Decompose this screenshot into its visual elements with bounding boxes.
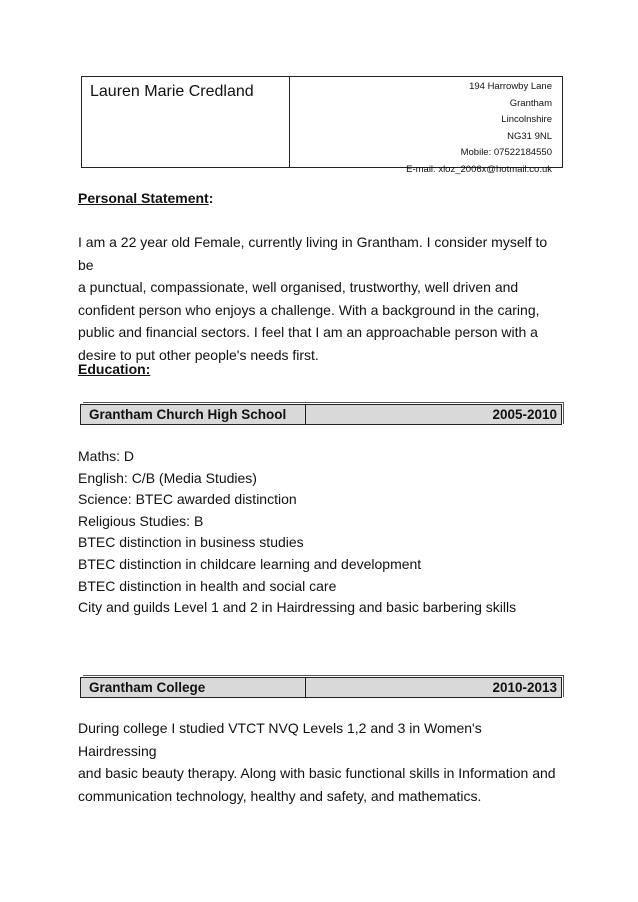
qualification-item: City and guilds Level 1 and 2 in Hairdressing and basic barbering skills [78,599,517,616]
personal-statement-heading: Personal Statement [78,190,209,206]
address-line: Grantham [509,97,552,109]
school-years: 2005-2010 [492,407,557,422]
personal-statement-heading-row [78,190,213,206]
statement-line: I am a 22 year old Female, currently living in Grantham. I consider myself to be [78,234,548,273]
statement-line: a punctual, compassionate, well organised, trustworthy, well driven and [78,279,519,295]
qualification-item: BTEC distinction in childcare learning and development [78,555,422,572]
qualification-item: Maths: D [78,448,135,464]
college-name: Grantham College [81,678,306,697]
description-line: During college I studied VTCT NVQ Levels 1,2 and 3 in Women's Hairdressing [78,720,482,759]
address-line: NG31 9NL [507,130,552,142]
name-cell [82,77,290,167]
contact-cell [290,77,562,175]
description-line: and basic beauty therapy. Along with basic functional skills in Information and [78,765,556,781]
email-line: E-mail: xloz_2006x@hotmail.co.uk [406,163,552,175]
qualification-item: English: C/B (Media Studies) [78,469,257,486]
college-years: 2010-2013 [492,680,557,695]
personal-statement-text [78,231,563,366]
address-line: 194 Harrowby Lane [469,81,552,92]
applicant-name: Lauren Marie Credland [90,83,254,100]
qualification-item: BTEC distinction in business studies [78,534,304,551]
qualifications-list [78,446,516,619]
description-line: communication technology, healthy and safety, and mathematics. [78,787,482,804]
education-heading: Education: [78,361,151,377]
mobile-line: Mobile: 07522184550 [460,147,552,158]
statement-line: desire to put other people's needs first. [78,346,319,363]
qualification-item: Religious Studies: B [78,512,204,529]
college-row [80,677,562,698]
qualification-item: Science: BTEC awarded distinction [78,491,297,508]
heading-colon: : [208,190,214,206]
qualification-item: BTEC distinction in health and social care [78,577,337,594]
header-table [81,76,563,175]
statement-line: confident person who enjoys a challenge. With a background in the caring, [78,301,540,318]
statement-line: public and financial sectors. I feel that I am an approachable person with a [78,324,538,340]
address-line: Lincolnshire [501,114,552,125]
school-name: Grantham Church High School [81,405,306,424]
school-row [80,404,562,425]
college-description [78,717,563,807]
